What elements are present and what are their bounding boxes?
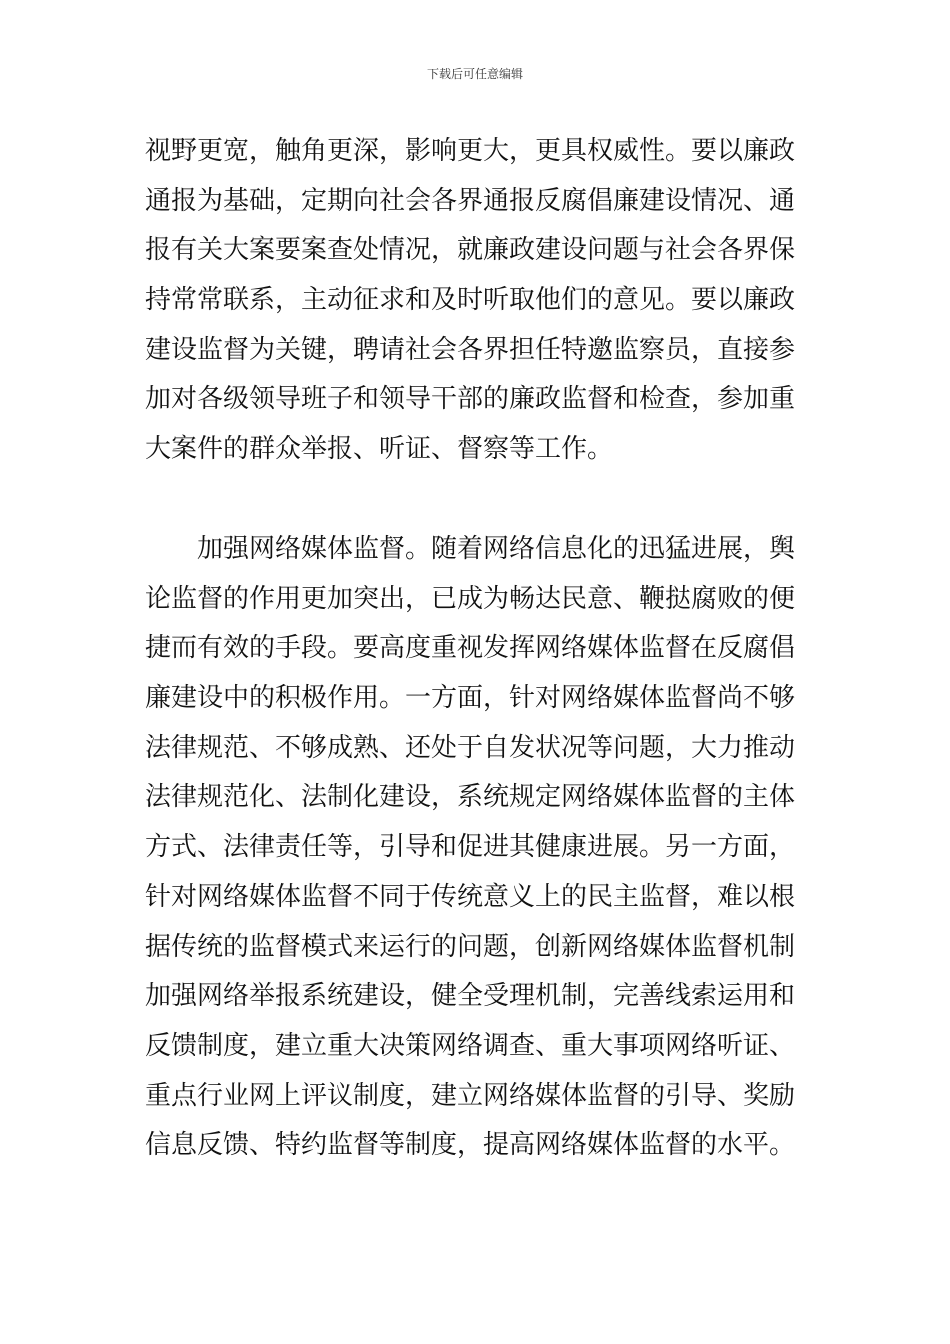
text-line: 建设监督为关键，聘请社会各界担任特邀监察员，直接参: [145, 334, 796, 365]
text-line: 方式、法律责任等，引导和促进其健康进展。另一方面，: [145, 832, 796, 863]
paragraph-1: [145, 127, 810, 475]
text-line: 据传统的监督模式来运行的问题，创新网络媒体监督机制: [145, 931, 796, 962]
text-line: 重点行业网上评议制度，建立网络媒体监督的引导、奖励: [145, 1080, 796, 1111]
page-header: 下载后可任意编辑: [426, 67, 523, 81]
text-line: 大案件的群众举报、听证、督察等工作。: [145, 434, 614, 465]
text-line: 捷而有效的手段。要高度重视发挥网络媒体监督在反腐倡: [145, 633, 796, 664]
text-line: 论监督的作用更加突出，已成为畅达民意、鞭挞腐败的便: [145, 583, 796, 614]
text-line: 法律规范、不够成熟、还处于自发状况等问题，大力推动: [145, 732, 796, 763]
text-line: 信息反馈、特约监督等制度，提高网络媒体监督的水平。: [145, 1130, 796, 1161]
paragraph-2: [145, 525, 810, 1171]
text-line: 通报为基础，定期向社会各界通报反腐倡廉建设情况、通: [145, 185, 796, 216]
text-line: 加对各级领导班子和领导干部的廉政监督和检查，参加重: [145, 384, 796, 415]
text-line: 廉建设中的积极作用。一方面，针对网络媒体监督尚不够: [145, 683, 796, 714]
text-line: 视野更宽，触角更深，影响更大，更具权威性。要以廉政: [145, 136, 796, 166]
text-line: 反馈制度，建立重大决策网络调查、重大事项网络听证、: [145, 1030, 796, 1061]
text-line: 报有关大案要案查处情况，就廉政建设问题与社会各界保: [145, 235, 796, 266]
text-line: 法律规范化、法制化建设，系统规定网络媒体监督的主体: [145, 782, 796, 813]
text-line: 持常常联系，主动征求和及时听取他们的意见。要以廉政: [145, 285, 796, 316]
text-line: 加强网络举报系统建设，健全受理机制，完善线索运用和: [145, 981, 796, 1012]
text-line: 针对网络媒体监督不同于传统意义上的民主监督，难以根: [145, 881, 796, 912]
text-line: 加强网络媒体监督。随着网络信息化的迅猛进展，舆: [145, 534, 796, 564]
